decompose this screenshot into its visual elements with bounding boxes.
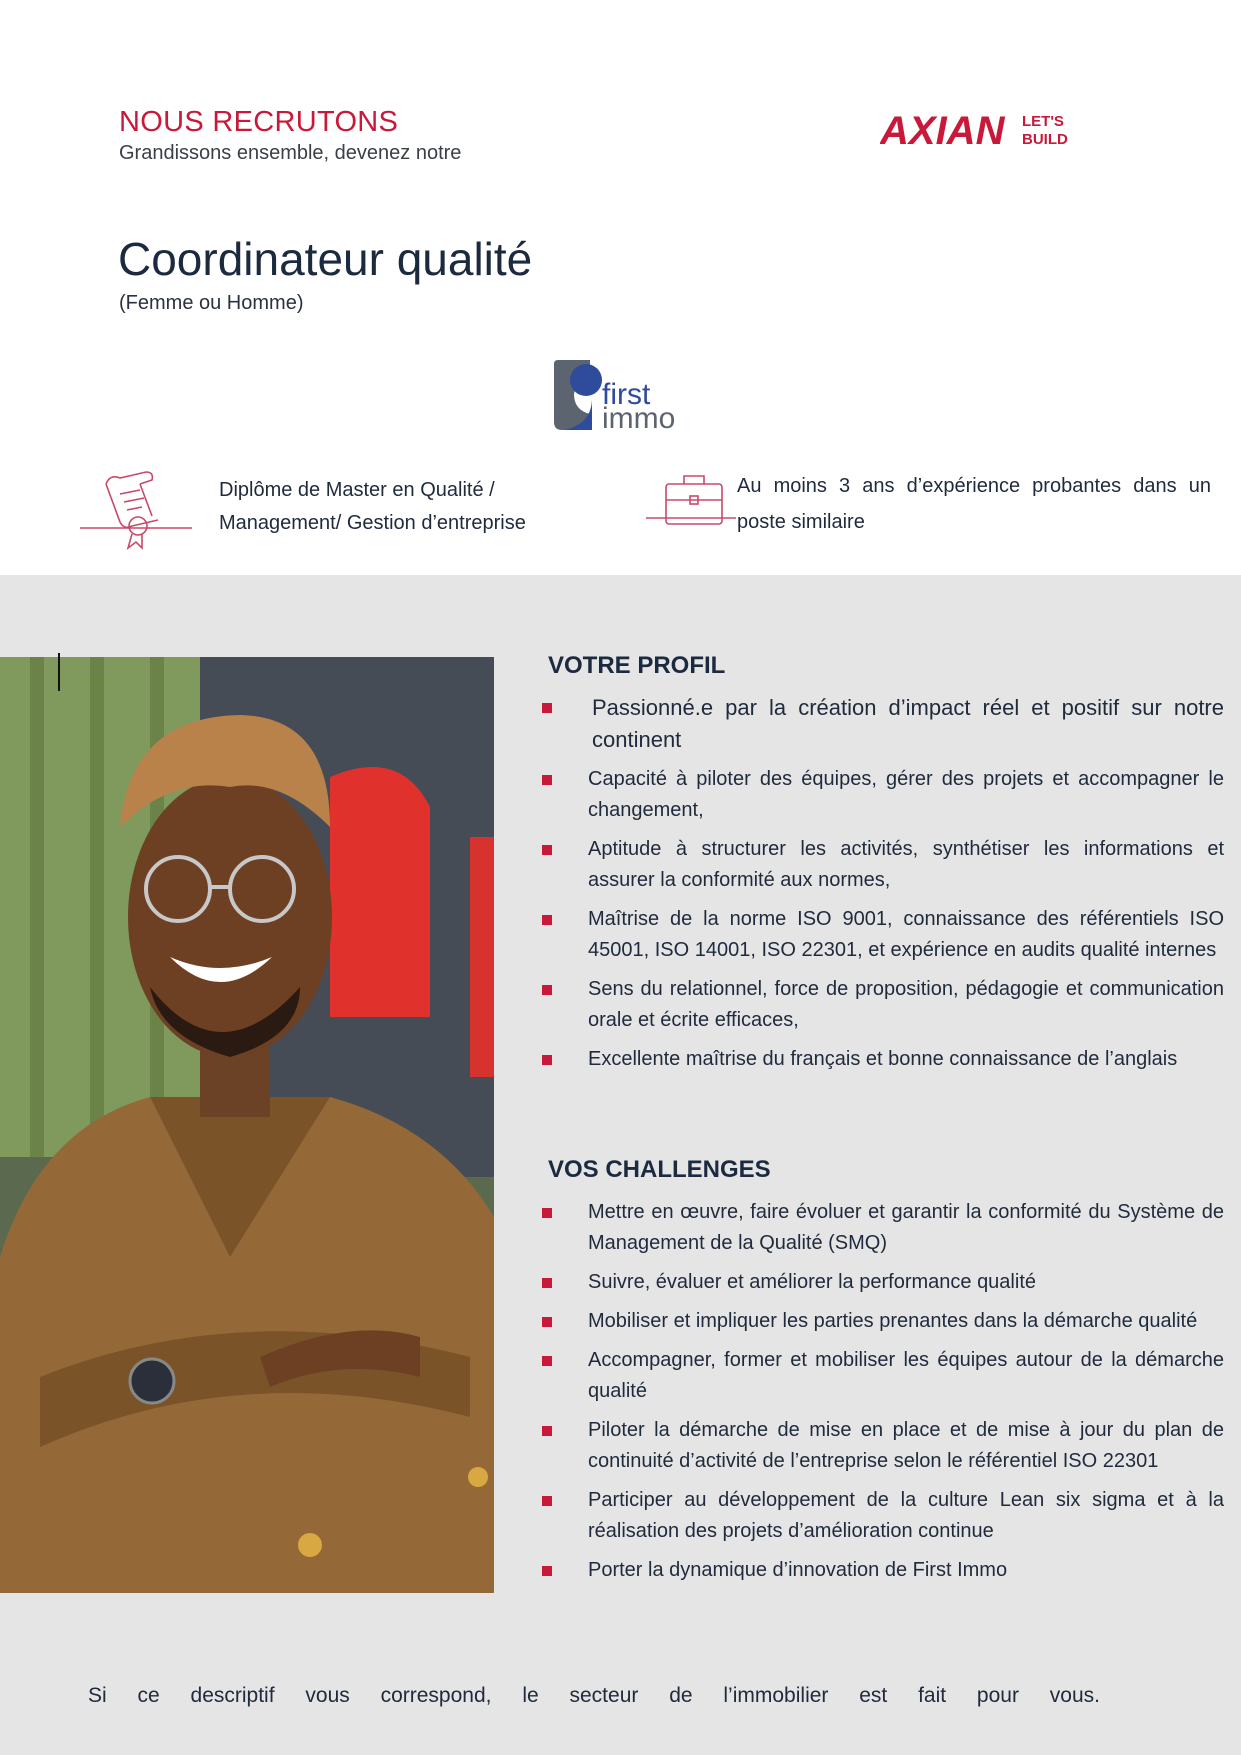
list-item: Mettre en œuvre, faire évoluer et garantir la conformité du Système de Management de la Qualité (SMQ) (540, 1197, 1224, 1259)
list-item: Excellente maîtrise du français et bonne connaissance de l’anglais (540, 1044, 1224, 1075)
list-item: Mobiliser et impliquer les parties prenantes dans la démarche qualité (540, 1306, 1224, 1337)
list-item: Aptitude à structurer les activités, synthétiser les informations et assurer la conformité aux normes, (540, 834, 1224, 896)
list-item: Porter la dynamique d’innovation de First Immo (540, 1555, 1224, 1586)
profil-list (540, 692, 1224, 1083)
diploma-scroll-icon (80, 470, 196, 550)
challenges-title: VOS CHALLENGES (548, 1156, 771, 1183)
bullet-square-icon (542, 1317, 552, 1327)
portrait-photo (0, 657, 494, 1593)
brand-name: AXIAN (880, 109, 1005, 152)
bullet-square-icon (542, 775, 552, 785)
list-item: Capacité à piloter des équipes, gérer des projets et accompagner le changement, (540, 764, 1224, 826)
diploma-requirement (219, 474, 559, 540)
logo-word-first: first (602, 378, 651, 411)
list-item: Piloter la démarche de mise en place et de mise à jour du plan de continuité d’activité de l’entreprise selon le référentiel ISO 22301 (540, 1415, 1224, 1477)
experience-requirement: Au moins 3 ans d’expérience probantes dans un poste similaire (737, 475, 1211, 533)
profil-title: VOTRE PROFIL (548, 652, 726, 679)
bullet-square-icon (542, 985, 552, 995)
bullet-square-icon (542, 1278, 552, 1288)
axian-logo (880, 108, 1080, 152)
briefcase-icon (646, 470, 736, 532)
job-gender: (Femme ou Homme) (119, 292, 304, 314)
bullet-square-icon (542, 703, 552, 713)
bullet-square-icon (542, 1356, 552, 1366)
brand-tagline-1: LET'S (1022, 113, 1064, 130)
bullet-square-icon (542, 1566, 552, 1576)
bullet-square-icon (542, 915, 552, 925)
bullet-square-icon (542, 1426, 552, 1436)
list-item: Participer au développement de la culture Lean six sigma et à la réalisation des projets d’amélioration continue (540, 1485, 1224, 1547)
logo-word-immo: immo (602, 402, 676, 432)
bullet-square-icon (542, 1055, 552, 1065)
brand-tagline-2: BUILD (1022, 131, 1068, 148)
footer-text: Si ce descriptif vous correspond, le secteur de l’immobilier est fait pour vous. (88, 1684, 1100, 1707)
challenges-list (540, 1197, 1224, 1594)
diploma-line-1: Diplôme de Master en Qualité / (219, 479, 495, 501)
text-cursor (58, 653, 60, 691)
bullet-square-icon (542, 1496, 552, 1506)
bullet-square-icon (542, 845, 552, 855)
list-item: Passionné.e par la création d’impact réel et positif sur notre continent (540, 692, 1224, 756)
list-item: Maîtrise de la norme ISO 9001, connaissance des référentiels ISO 45001, ISO 14001, ISO 22301, et expérience en audits qualité internes (540, 904, 1224, 966)
recruit-subtitle: Grandissons ensemble, devenez notre (119, 142, 462, 164)
recruit-title: NOUS RECRUTONS (119, 106, 399, 138)
job-title: Coordinateur qualité (118, 233, 533, 285)
first-immo-logo (552, 358, 690, 432)
list-item: Sens du relationnel, force de proposition, pédagogie et communication orale et écrite efficaces, (540, 974, 1224, 1036)
diploma-line-2: Management/ Gestion d’entreprise (219, 512, 526, 534)
bullet-square-icon (542, 1208, 552, 1218)
list-item: Accompagner, former et mobiliser les équipes autour de la démarche qualité (540, 1345, 1224, 1407)
list-item: Suivre, évaluer et améliorer la performance qualité (540, 1267, 1224, 1298)
